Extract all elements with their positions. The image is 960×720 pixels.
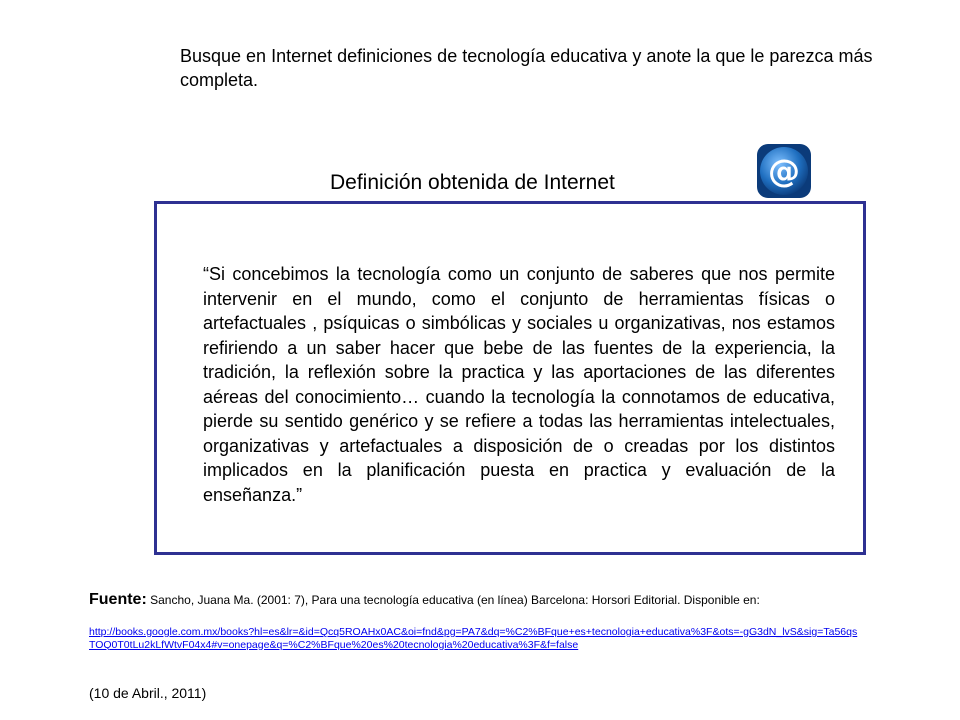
source-link[interactable]: http://books.google.com.mx/books?hl=es&lr=&id=Qcq5ROAHx0AC&oi=fnd&pg=PA7&dq=%C2%BFque+es+tecnologia+educativa%3F&ots=-gG3dN_lvS&sig=Ta56qsTOQ0T0tLu2kLfWtvF04x4#v=onepage&q=%C2%BFque%20es%20tecnologia%20educativa%3F&f=false — [89, 626, 858, 651]
definition-heading: Definición obtenida de Internet — [330, 171, 615, 194]
access-date: (10 de Abril., 2011) — [89, 685, 207, 701]
definition-box — [154, 201, 866, 555]
at-sign-icon — [756, 143, 812, 199]
instruction-text: Busque en Internet definiciones de tecnología educativa y anote la que le parezca más completa. — [180, 46, 873, 90]
source-citation — [89, 592, 949, 608]
svg-text:@: @ — [768, 152, 800, 190]
source-label: Fuente: — [89, 591, 147, 608]
definition-quote: “Si concebimos la tecnología como un conjunto de saberes que nos permite intervenir en el mundo, como el conjunto de herramientas físicas o artefactuales , psíquicas o simbólicas y sociales u organizativas, nos estamos refiriendo a un saber hacer que bebe de las fuentes de la experiencia, la tradición, la reflexión sobre la practica y las aportaciones de las diferentes aéreas del conocimiento… cuando la tecnología la connotamos de educativa, pierde su sentido genérico y se refiere a todas las herramientas intelectuales, organizativas y artefactuales a disposición de o creadas por los distintos implicados en la planificación puesta en practica y evaluación de la enseñanza.” — [203, 264, 835, 505]
source-text: Sancho, Juana Ma. (2001: 7), Para una tecnología educativa (en línea) Barcelona: Horsori Editorial. Disponible en: — [150, 593, 760, 607]
